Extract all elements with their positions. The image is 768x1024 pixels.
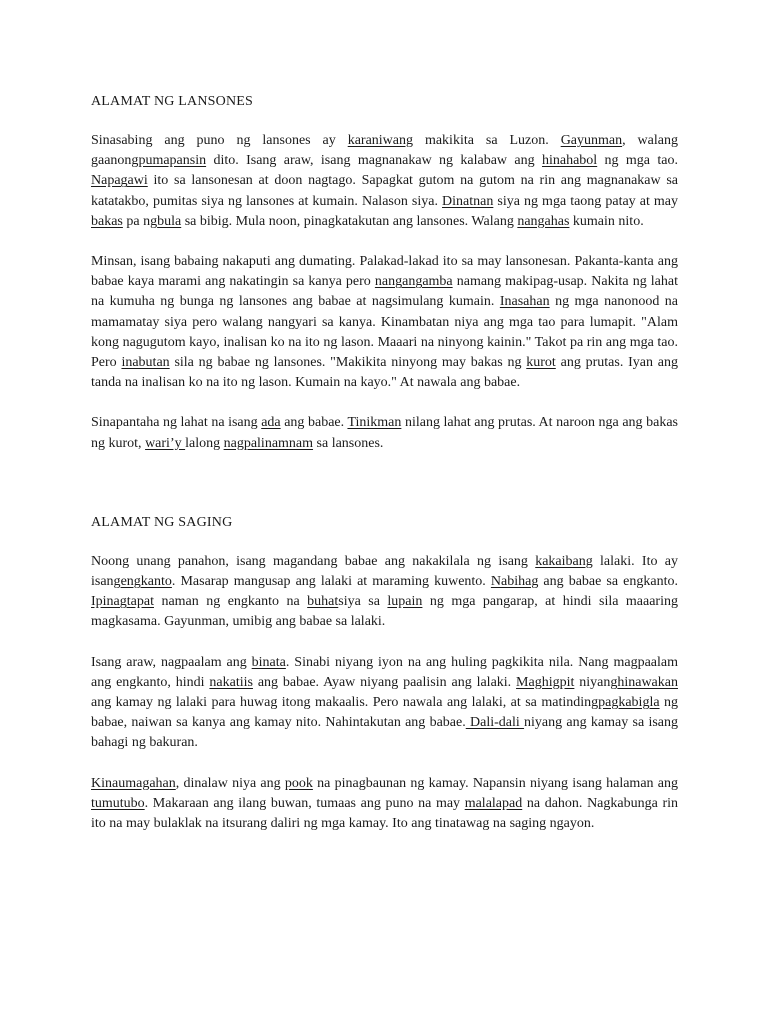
underlined-word: Maghigpit: [516, 674, 575, 690]
text-run: niyang: [574, 674, 618, 690]
text-run: lalong: [185, 435, 224, 451]
underlined-word: engkanto: [120, 574, 172, 590]
text-run: na pinagbaunan ng kamay. Napansin niyang isang halaman ang: [312, 775, 678, 791]
underlined-word: lupain: [387, 594, 423, 610]
paragraph: [91, 131, 678, 232]
text-run: dito. Isang araw, isang magnanakaw ng kalabaw ang: [206, 153, 542, 169]
paragraph: [91, 653, 678, 754]
underlined-word: bakas: [91, 213, 123, 229]
underlined-word: Dali-dali: [465, 715, 525, 731]
paragraph: [91, 413, 678, 453]
underlined-word: hinahabol: [541, 153, 598, 169]
text-run: Isang araw, nagpaalam ang: [91, 654, 252, 670]
section-title: ALAMAT NG LANSONES: [91, 94, 254, 109]
underlined-word: malalapad: [464, 795, 523, 811]
text-run: ito sa lansonesan at doon nagtago. Sapagkat gutom na gutom na rin ang magnanakaw sa katatakbo, pumitas siya ng lansones at kumain. Nalason siya.: [91, 173, 678, 209]
section-spacer: [91, 474, 678, 513]
underlined-word: nakatiis: [209, 674, 253, 690]
underlined-word: nagpalinamnam: [223, 435, 314, 451]
text-run: siya ng mga taong patay at may: [493, 193, 678, 209]
text-run: ang kamay ng lalaki para huwag itong makaalis. Pero nawala ang lalaki, at sa matinding: [91, 695, 599, 711]
underlined-word: Nabihag: [490, 574, 539, 590]
underlined-word: nangangamba: [374, 274, 453, 290]
underlined-word: kakaibang: [535, 553, 593, 569]
text-run: makikita sa Luzon.: [413, 133, 561, 148]
text-run: . Sinabi niyang iyon na ang huling pagkikita nila. Nang magpaalam ang engkanto, hindi: [91, 654, 679, 690]
underlined-word: Gayunman: [560, 133, 623, 148]
text-run: niyang ang kamay sa isang bahagi ng bakuran.: [91, 715, 678, 751]
text-run: . Makaraan ang ilang buwan, tumaas ang puno na may: [144, 795, 465, 811]
underlined-word: Napagawi: [91, 173, 148, 189]
underlined-word: Inasahan: [499, 294, 550, 310]
text-run: pa ng: [122, 213, 158, 229]
underlined-word: wari’y: [145, 435, 186, 451]
underlined-word: Tinikman: [347, 415, 402, 431]
underlined-word: ada: [261, 415, 281, 431]
underlined-word: karaniwang: [347, 133, 414, 148]
text-run: ng babae, naiwan sa kanya ang kamay nito. Nahintakutan ang babae.: [91, 695, 679, 731]
underlined-word: tumutubo: [91, 795, 145, 811]
underlined-word: bula: [157, 213, 182, 229]
text-run: , walang gaanong: [91, 133, 678, 169]
underlined-word: hinawakan: [617, 674, 678, 690]
underlined-word: Ipinagtapat: [91, 594, 154, 610]
text-run: Noong unang panahon, isang magandang babae ang nakakilala ng isang: [91, 553, 536, 569]
text-run: ng mga pangarap, at hindi sila maaaring magkasama. Gayunman, umibig ang babae sa lalaki.: [91, 594, 678, 630]
underlined-word: Dinatnan: [442, 193, 494, 209]
paragraph: [91, 252, 678, 393]
underlined-word: pagkabigla: [598, 695, 660, 711]
text-run: siya sa: [338, 594, 388, 610]
text-run: Minsan, isang babaing nakaputi ang dumating. Palakad-lakad ito sa may lansonesan. Pakanta-kanta ang babae kaya marami ang nakatingin sa kanya pero: [91, 254, 678, 290]
text-run: ng mga nanonood na mamamatay siya pero walang nangyari sa kanya. Kinambatan niya ang mga tao para lumapit. "Alam kong nagugutom kayo, inalisan ko na ito ng lason. Maaari na ninyong kainin." Takot pa rin ang mga tao. Pero: [91, 294, 678, 371]
section-saging: [91, 513, 678, 834]
text-run: ang babae. Ayaw niyang paalisin ang lalaki.: [252, 674, 517, 690]
text-run: Sinapantaha ng lahat na isang: [91, 415, 262, 431]
underlined-word: pook: [284, 775, 313, 791]
underlined-word: nangahas: [517, 213, 570, 229]
paragraph: [91, 774, 678, 835]
text-run: nilang lahat ang prutas. At naroon nga ang bakas ng kurot,: [91, 415, 678, 451]
text-run: Sinasabing ang puno ng lansones ay: [91, 133, 348, 148]
text-run: ang prutas. Iyan ang tanda na inalisan ko na ito ng lason. Kumain na kayo." At nawala ang babae.: [91, 355, 678, 391]
text-run: ang babae.: [280, 415, 348, 431]
text-run: sa bibig. Mula noon, pinagkatakutan ang lansones. Walang: [181, 213, 518, 229]
underlined-word: inabutan: [121, 355, 170, 371]
underlined-word: buhat: [307, 594, 339, 610]
section-lansones: [91, 92, 678, 454]
text-run: lalaki. Ito ay isang: [91, 553, 678, 590]
text-run: sila ng babae ng lansones. "Makikita ninyong may bakas ng: [169, 355, 527, 371]
text-run: sa lansones.: [313, 435, 384, 451]
text-run: ng mga tao.: [597, 153, 678, 169]
underlined-word: kurot: [526, 355, 556, 371]
text-run: namang makipag-usap. Nakita ng lahat na kumuha ng bunga ng lansones ang babae at nagsimulang kumain.: [91, 274, 679, 310]
text-run: , dinalaw niya ang: [175, 775, 285, 791]
text-run: kumain nito.: [569, 213, 644, 229]
paragraph: [91, 552, 678, 633]
text-run: ang babae sa engkanto.: [538, 574, 678, 590]
underlined-word: pumapansin: [138, 153, 207, 169]
text-run: na dahon. Nagkabunga rin ito na may bulaklak na itsurang daliri ng mga kamay. Ito ang tinatawag na saging ngayon.: [91, 795, 679, 832]
section-title: ALAMAT NG SAGING: [91, 514, 233, 530]
text-run: naman ng engkanto na: [153, 594, 308, 610]
underlined-word: binata: [251, 654, 286, 670]
text-run: . Masarap mangusap ang lalaki at maraming kuwento.: [171, 574, 491, 590]
underlined-word: Kinaumagahan: [91, 775, 176, 791]
